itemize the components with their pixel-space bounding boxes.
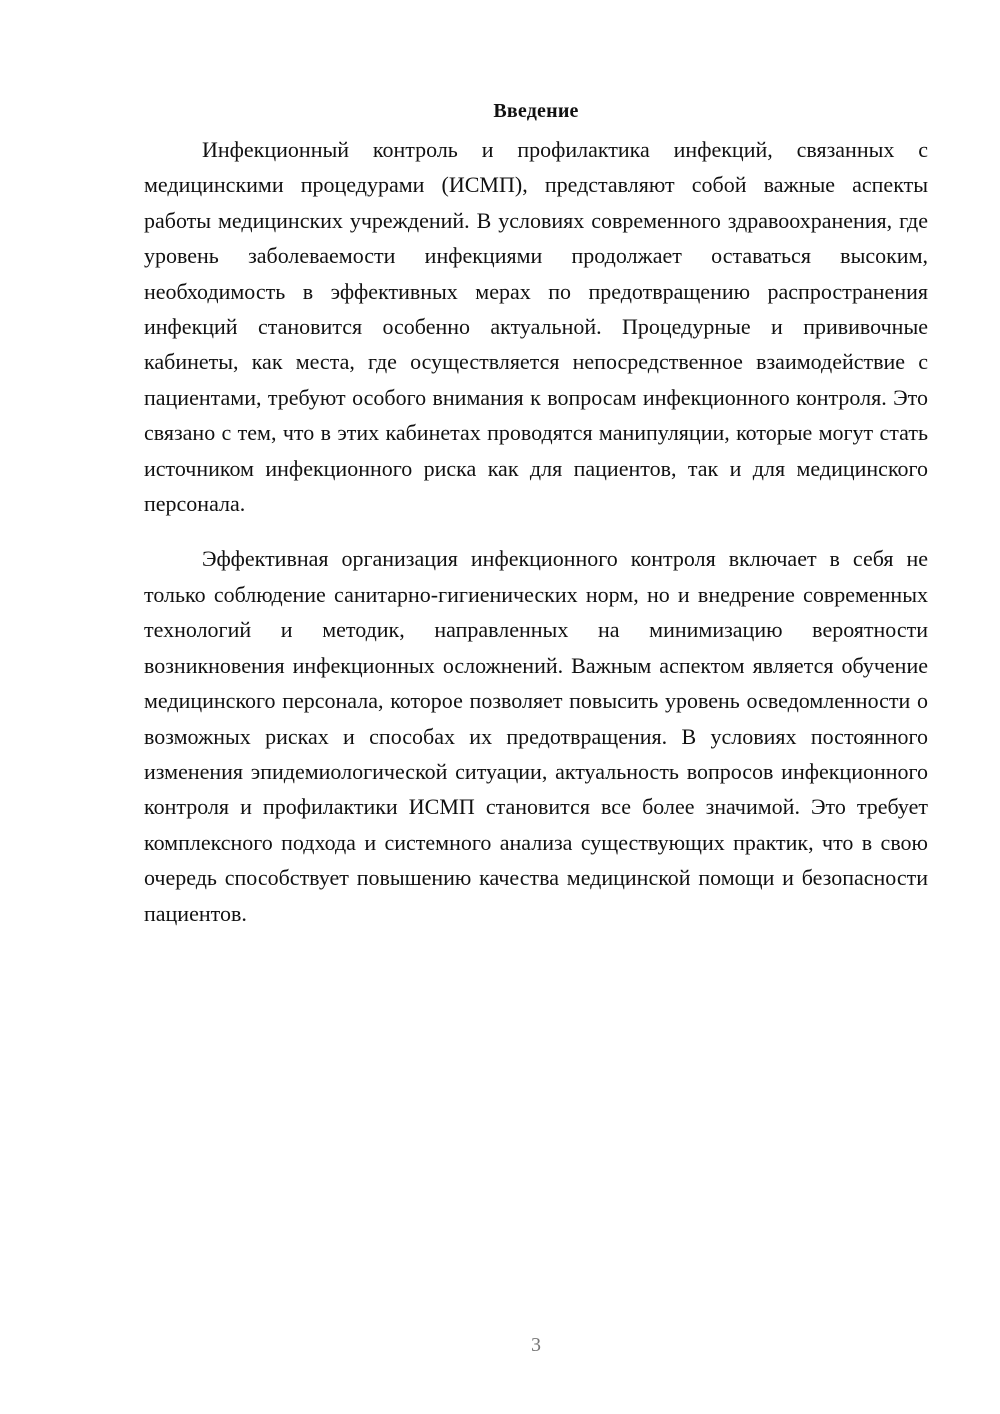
paragraph-2: Эффективная организация инфекционного контроля включает в себя не только соблюдение санитарно-гигиенических норм, но и внедрение современных технологий и методик, направленных на минимизацию вероятности возникновения инфекционных осложнений. Важным аспектом является обучение медицинского персонала, которое позволяет повысить уровень осведомленности о возможных рисках и способах их предотвращения. В условиях постоянного изменения эпидемиологической ситуации, актуальность вопросов инфекционного контроля и профилактики ИСМП становится все более значимой. Это требует комплексного подхода и системного анализа существующих практик, что в свою очередь способствует повышению качества медицинской помощи и безопасности пациентов. (144, 546, 928, 926)
page-number: 3 (531, 1334, 541, 1356)
paragraph-1: Инфекционный контроль и профилактика инфекций, связанных с медицинскими процедурами (ИСМП), представляют собой важные аспекты работы медицинских учреждений. В условиях современного здравоохранения, где уровень заболеваемости инфекциями продолжает оставаться высоким, необходимость в эффективных мерах по предотвращению распространения инфекций становится особенно актуальной. Процедурные и прививочные кабинеты, как места, где осуществляется непосредственное взаимодействие с пациентами, требуют особого внимания к вопросам инфекционного контроля. Это связано с тем, что в этих кабинетах проводятся манипуляции, которые могут стать источником инфекционного риска как для пациентов, так и для медицинского персонала. (144, 137, 928, 517)
section-title: Введение (493, 100, 579, 122)
page-content (144, 96, 928, 931)
